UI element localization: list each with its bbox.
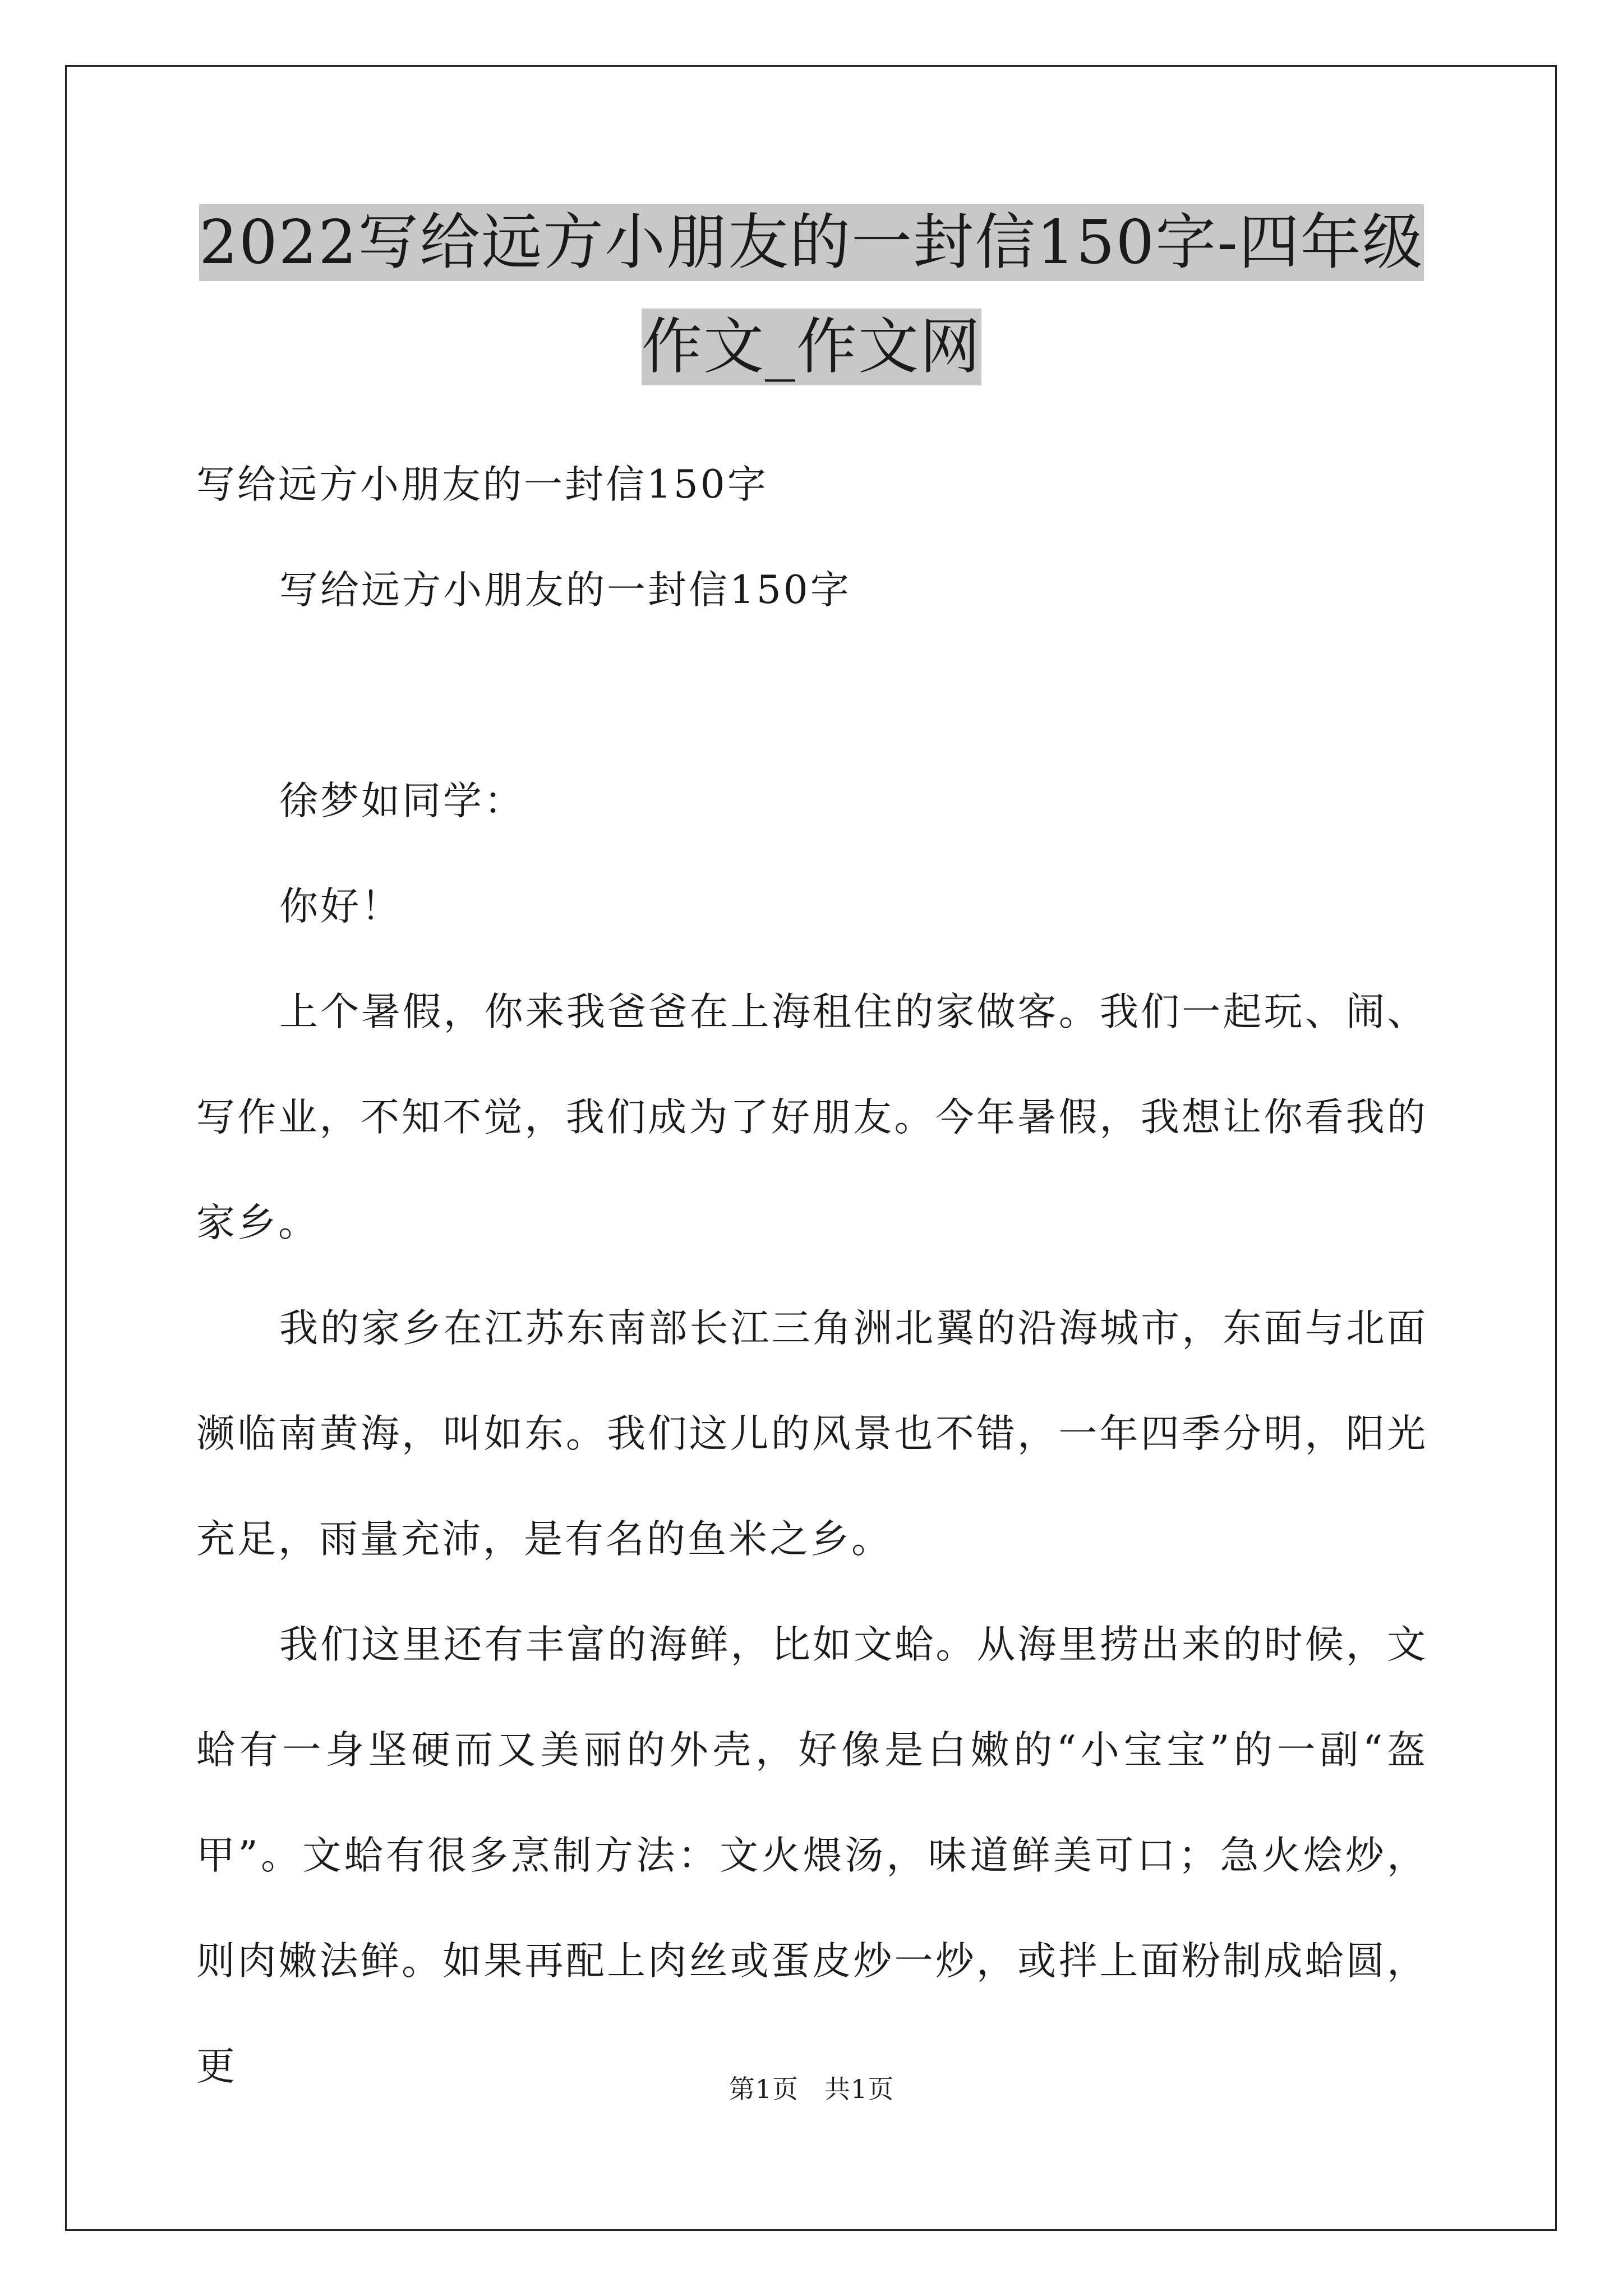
document-body <box>196 432 1428 2119</box>
body-paragraph: 我的家乡在江苏东南部长江三角洲北翼的沿海城市，东面与北面濒临南黄海，叫如东。我们这儿的风景也不错，一年四季分明，阳光充足，雨量充沛，是有名的鱼米之乡。 <box>196 1306 1428 1562</box>
title-highlight: 2022写给远方小朋友的一封信150字-四年级作文_作文网 <box>199 204 1423 385</box>
subtitle-line: 写给远方小朋友的一封信150字 <box>196 462 768 507</box>
page-footer <box>0 2069 1623 2106</box>
document-title <box>195 191 1428 399</box>
page-total: 共1页 <box>824 2074 895 2104</box>
salutation: 徐梦如同学： <box>279 779 525 823</box>
page-number: 第1页 <box>728 2074 799 2104</box>
heading-line: 写给远方小朋友的一封信150字 <box>279 568 851 613</box>
body-paragraph: 我们这里还有丰富的海鲜，比如文蛤。从海里捞出来的时候，文蛤有一身坚硬而又美丽的外壳，好像是白嫩的“小宝宝”的一副“盔甲”。文蛤有很多烹制方法：文火煨汤，味道鲜美可口；急火烩炒，则肉嫩法鲜。如果再配上肉丝或蛋皮炒一炒，或拌上面粉制成蛤圆，更 <box>196 1622 1428 2089</box>
blank-line <box>196 643 1428 748</box>
body-paragraph: 上个暑假，你来我爸爸在上海租住的家做客。我们一起玩、闹、写作业，不知不觉，我们成为了好朋友。今年暑假，我想让你看我的家乡。 <box>196 990 1428 1245</box>
greeting: 你好！ <box>279 884 402 929</box>
